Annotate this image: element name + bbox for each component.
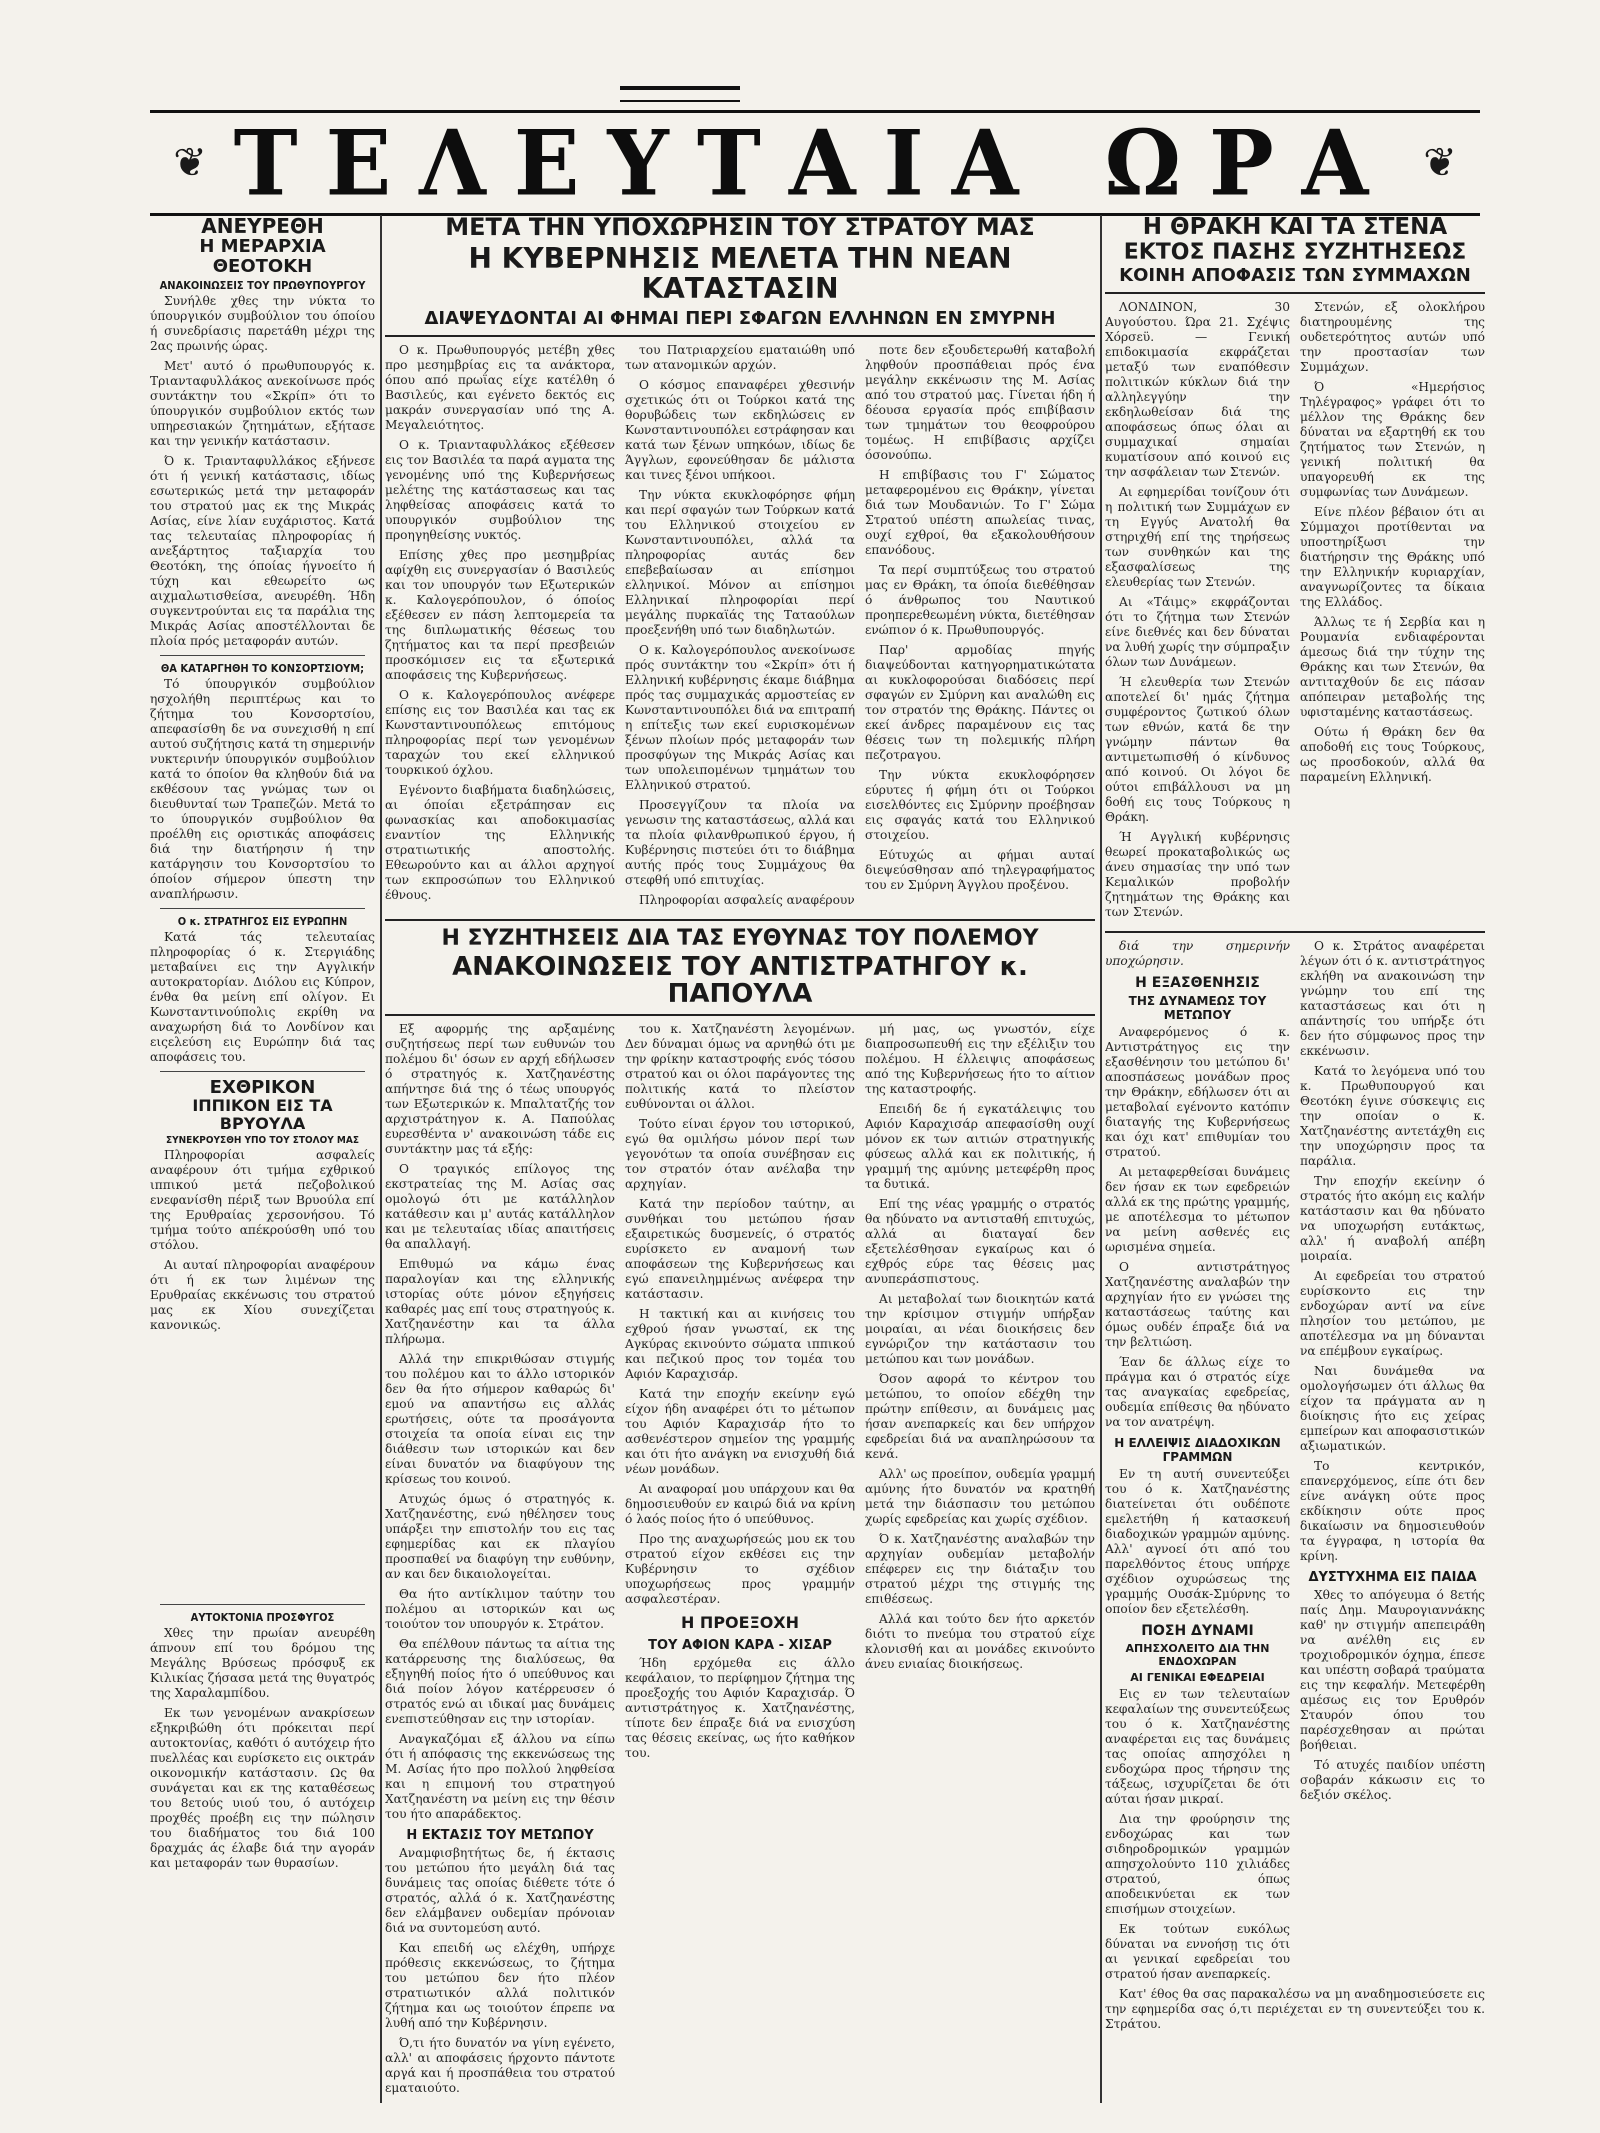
divider: [160, 908, 365, 909]
paragraph: Θα επέλθουν πάντως τα αίτια της κατάρρευσης της διαλύσεως, θα εξηγηθή ποίος ήτο ό υπεύθυνος και διά ποίον λόγον κατέρρευσεν ό στρατός ενώ αι ιδικαί μας δυνάμεις ενεπιστεύθησαν εις την ιστορίαν.: [385, 1637, 615, 1727]
headline: ΜΕΤΑ ΤΗΝ ΥΠΟΧΩΡΗΣΙΝ ΤΟΥ ΣΤΡΑΤΟΥ ΜΑΣ: [445, 215, 1035, 241]
right-ornament-icon: ❦: [1423, 140, 1457, 186]
paragraph: Ο τραγικός επίλογος της εκστρατείας της Μ. Ασίας σας ομολογώ ότι με κατάλληλον κατάθεσιν και μ' αυτάς κατάλληλον και με τελευταίας ιδίας απαιτήσεις θα απαλλαγή.: [385, 1162, 615, 1252]
paragraph: Δια την φρούρησιν της ενδοχώρας και των σιδηροδρομικών γραμμών απησχολούντο 110 χιλιάδες στρατού, όπως αποδεικνύεται εκ των επισήμων στοιχείων.: [1105, 1812, 1290, 1917]
text-column: [625, 343, 855, 913]
paragraph: Ή Αγγλική κυβέρνησις θεωρεί προκαταβολικώς ως άνευ σημασίας την υπό των Κεμαλικών προβολήν ζητημάτων της Θράκης και των Στενών.: [1105, 830, 1290, 920]
paragraph: Την νύκτα εκυκλοφόρησε φήμη και περί σφαγών των Τούρκων κατά του Ελληνικού στοιχείου εν Κωνσταντινουπόλει, αλλά τα πληροφορίας αυτάς δεν επεβεβαίωσαν αι επίσημοι ελληνικοί. Μόνον αι επίσημοι Ελληνικαί πληροφορίαι περί μεγάλης πυρκαϊάς της Ταταούλων προεξενήθη υπό των διαδηλωτών.: [625, 487, 855, 637]
paragraph: Η επιβίβασις του Γ' Σώματος μεταφερομένου εις Θράκην, γίνεται διά των Μουδανιών. Το Γ' Σώμα Στρατού υπέστη απωλείας τινας, ουχί εχθροί, θα εξακολουθήσουν επανόδους.: [865, 467, 1095, 557]
top-ornamental-rule: [620, 86, 740, 102]
headline: Η ΚΥΒΕΡΝΗΣΙΣ ΜΕΛΕΤΑ ΤΗΝ ΝΕΑΝ ΚΑΤΑΣΤΑΣΙΝ: [468, 242, 1012, 305]
subheadline: ΣΥΝΕΚΡΟΥΣΘΗ ΥΠΟ ΤΟΥ ΣΤΟΛΟΥ ΜΑΣ: [165, 1134, 359, 1146]
paragraph: Παρ' αρμοδίας πηγής διαψεύδονται κατηγορηματικώτατα αι κυκλοφορούσαι διαδόσεις περί σφαγών εν Σμύρνη και αναλώθη εις τον στρατόν της Θράκης. Πάντες οι εκεί άνδρες παραμένουν εις τας θέσεις των τη πολεμικής πλήρη πεζοτραγου.: [865, 642, 1095, 762]
article-war-responsibilities: [385, 927, 1095, 2102]
paragraph: Επιθυμώ να κάμω ένας παραλογίαν και της ελληνικής ιστορίας ούτε μόνον εξηγήσεις καθαρές μας επί τους στρατηγούς κ. Χατζηανέστην και τα άλλα πλήρωμα.: [385, 1257, 615, 1347]
paragraph: Τα περί συμπτύξεως του στρατού μας εν Θράκη, τα όποία διεθέθησαν ό άνθρωπος του Ναυτικού προηπερεθεωμένη νύκτα, διετέθησαν ενώπιον ό κ. Πρωθυπουργός.: [865, 562, 1095, 637]
text-column: [865, 1022, 1095, 2101]
paragraph: Αι «Τάιμς» εκφράζονται ότι το ζήτημα των Στενών είνε διεθνές και δεν δύναται να λυθή χωρίς την σύμπραξιν όλων των Δυνάμεων.: [1105, 595, 1290, 670]
paragraph: Εύτυχώς αι φήμαι αυταί διεψεύσθησαν από τηλεγραφήματος του εν Σμύρνη Άγγλου προξένου.: [865, 847, 1095, 892]
paragraph: Αι εφεδρείαι του στρατού ευρίσκοντο εις την ενδοχώραν αντί να είνε πλησίον του μετώπου, με αποτέλεσμα να μη δύνανται να επέμβουν εγκαίρως.: [1300, 1269, 1485, 1359]
headline: Η ΜΕΡΑΡΧΙΑ ΘΕΟΤΟΚΗ: [199, 236, 326, 277]
section-title: ΔΥΣΤΥΧΗΜΑ ΕΙΣ ΠΑΙΔΑ: [1308, 1570, 1477, 1586]
paragraph: Εκ των γενομένων ανακρίσεων εξηκριβώθη ότι πρόκειται περί αυτοκτονίας, καθότι ό αυτόχειρ ήτο πυελλέας και ευρίσκετο εις οικτράν οικονομικήν κατάστασιν. Ως θα συνάγεται και εκ της καταθέσεως του 8ετούς υιού του, ό αυτόχειρ προχθές προέβη εις την πώλησιν του διαδήματος του διά 100 δραχμάς άς έλαβε διά την αγοράν και μεταφοράν των θυρασίων.: [150, 1705, 375, 1870]
paragraph: Εις εν των τελευταίων κεφαλαίων της συνεντεύξεως του ό κ. Χατζηανέστης αναφέρεται εις τας δυνάμεις τας οποίας απησχόλει η ενδοχώρα προς τήρησιν της τάξεως, ισχυρίζεται δε ότι αύται ήσαν μικραί.: [1105, 1687, 1290, 1807]
column-divider: [1100, 215, 1102, 2103]
text-columns: [1105, 300, 1485, 925]
paragraph: Κατά την εποχήν εκείνην εγώ είχον ήδη αναφέρει ότι το μέτωπον του Αφιόν Καραχισάρ ήτο το ασθενέστερον σημείον της γραμμής και ότι ήτο ανάγκη να ενισχυθή διά νέων μονάδων.: [625, 1387, 855, 1477]
subheadline: ΔΙΑΨΕΥΔΟΝΤΑΙ ΑΙ ΦΗΜΑΙ ΠΕΡΙ ΣΦΑΓΩΝ ΕΛΛΗΝΩΝ ΕΝ ΣΜΥΡΝΗ: [424, 307, 1056, 329]
paragraph: Αλλά και τούτο δεν ήτο αρκετόν διότι το πνεύμα του στρατού είχε κλονισθή και αι μονάδες εκινούντο άνευ ενιαίας διοικήσεως.: [865, 1612, 1095, 1672]
paragraph: ΛΟΝΔΙΝΟΝ, 30 Αυγούστου. Ώρα 21. Σχέψις Χόρσεϋ. — Γενική επιδοκιμασία εκφράζεται μεταξύ των εναπόθεσιν πολιτικών κύκλων διά την αλληλεγγύην την εκδηλωθείσαν διά της αποφάσεως όπως όλαι αι συμμαχικαί σημαίαι κυματίσουν από κοινού εις την ασφάλειαν των Στενών.: [1105, 300, 1290, 480]
paragraph: Εκ τούτων ευκόλως δύναται να εννοήσῃ τις ότι αι γενικαί εφεδρείαι του στρατού ήσαν ανεπαρκείς.: [1105, 1922, 1290, 1982]
paragraph: Ο κ. Καλογερόπουλος ανεκοίνωσε πρός συντάκτην του «Σκρίπ» ότι ή Ελληνική κυβέρνησις έκαμε διάβημα πρός τας συμμαχικάς αρμοστείας εν Κωνσταντινουπόλει διά να επιτραπή η επίτεξις των εκεί ευρισκομένων ξένων πλοίων πρός μεταφοράν των προσφύγων της Μικράς Ασίας και των υπολειπομένων τμημάτων του Ελληνικού στρατού.: [625, 642, 855, 792]
paragraph: Τούτο είναι έργον του ιστορικού, εγώ θα ομιλήσω μόνον περί των γεγονότων τα οποία συνέβησαν εις τον στρατόν όταν ανέλαβα την αρχηγίαν.: [625, 1117, 855, 1192]
section-subtitle: ΤΟΥ ΑΦΙΟΝ ΚΑΡΑ - ΧΙΣΑΡ: [648, 1638, 832, 1654]
section-title: Η ΕΚΤΑΣΙΣ ΤΟΥ ΜΕΤΩΠΟΥ: [406, 1828, 594, 1844]
paragraph: Ήδη ερχόμεθα εις άλλο κεφάλαιον, το περίφημον ζήτημα της προεξοχής του Αφιόν Καραχισάρ. Ό αντιστράτηγος κ. Χατζηανέστης, τίποτε δεν έπραξε διά να ενισχύση τας θέσεις εκείνας, ως ήτο καθήκον του.: [625, 1656, 855, 1761]
paragraph: Ο κ. Στράτος αναφέρεται λέγων ότι ό κ. αντιστράτηγος εκλήθη να ανακοινώση την γνώμην του επί της καταστάσεως και ότι η απάντησίς του υπήρξε ότι δεν ήτο σύμφωνος προς την εκκένωσιν.: [1300, 939, 1485, 1059]
paragraph: Την νύκτα εκυκλοφόρησεν εύρυτες ή φήμη ότι οι Τούρκοι εισελθόντες εις Σμύρνην προέβησαν εις σφαγάς κατά του Ελληνικού στοιχείου.: [865, 767, 1095, 842]
headline: Η ΘΡΑΚΗ ΚΑΙ ΤΑ ΣΤΕΝΑ: [1142, 215, 1448, 240]
text-column: [1300, 300, 1485, 925]
section-title: Η ΕΞΑΣΘΕΝΗΣΙΣ: [1135, 975, 1260, 992]
paragraph: Αι μεταβολαί των διοικητών κατά την κρίσιμον στιγμήν υπήρξαν μοιραίαι, αι νέαι διοικήσεις δεν εγνώριζον την κατάστασιν του μετώπου και των μονάδων.: [865, 1292, 1095, 1367]
paragraph: Κατά το λεγόμενα υπό του κ. Πρωθυπουργού και Θεοτόκη έγινε σύσκεψις εις την οποίαν ο κ. Χατζηανέστης αντετάχθη εις την υποχώρησιν προς τα παράλια.: [1300, 1064, 1485, 1169]
blank-space: [150, 1338, 375, 1598]
text-column: [1105, 939, 1290, 1987]
divider: [1105, 292, 1485, 294]
headline: ΑΝΑΚΟΙΝΩΣΕΙΣ ΤΟΥ ΑΝΤΙΣΤΡΑΤΗΓΟΥ κ. ΠΑΠΟΥΛΑ: [452, 951, 1028, 1010]
text-columns: [385, 1022, 1095, 2101]
masthead-title: ΤΕΛΕΥΤΑΙΑ ΩΡΑ: [233, 109, 1397, 217]
article-title: ΘΑ ΚΑΤΑΡΓΗΘΗ ΤΟ ΚΟΝΣΟΡΤΣΙΟΥΜ;: [160, 661, 365, 675]
paragraph: Μετ' αυτό ό πρωθυπουργός κ. Τριανταφυλλάκος ανεκοίνωσε πρός συντάκτην του «Σκρίπ» ότι το ύπουργικόν συμβούλιον εκτός των υπηρεσιακών ζητημάτων, εξήτασε και την γενικήν κατάστασιν.: [150, 358, 375, 448]
paragraph: Και επειδή ως ελέχθη, υπήρχε πρόθεσις εκκενώσεως, το ζήτημα του μετώπου δεν ήτο πλέον στρατιωτικόν αλλά πολιτικόν ζήτημα και ως τοιούτον έπρεπε να λυθή από την Κυβέρνησιν.: [385, 1941, 615, 2031]
paragraph: Ό «Ημερήσιος Τηλέγραφος» γράφει ότι το μέλλον της Θράκης δεν δύναται να εξαρτηθή εκ του ζητήματος των Στενών, η γενική πολιτική θα υπαγορευθή εκ της συμφωνίας των Δυνάμεων.: [1300, 380, 1485, 500]
subheadline: ΚΟΙΝΗ ΑΠΟΦΑΣΙΣ ΤΩΝ ΣΥΜΜΑΧΩΝ: [1119, 265, 1471, 287]
paragraph: Κατά τάς τελευταίας πληροφορίας ό κ. Στεργιάδης μεταβαίνει εις την Αγγλικήν αυτοκρατορίαν. Διόλου εις Κύπρον, ένθα θα μείνη επί ολίγον. Ει Κωνσταντινούπολις εκρίθη να αναχωρήση διά το Λονδίνον και ειςελεύση εις Ευρώπην διά τας αποφάσεις του.: [150, 929, 375, 1064]
paragraph: Ο κ. Καλογερόπουλος ανέφερε επίσης εις τον Βασιλέα και τας εκ Κωνσταντινουπόλεως επιτόμους πληροφορίας περί των γενομένων ταραχών του εκεί ελληνικού τουρκικού όχλου.: [385, 687, 615, 777]
paragraph: Χθες το απόγευμα ό 8ετής παίς Δημ. Μαυρογιαννάκης καθ' ην στιγμήν απεπειράθη να ανέλθη εις εν τροχιοδρομικόν όχημα, έπεσε και υπέστη σοβαρά τραύματα εις την κεφαλήν. Μετεφέρθη αμέσως εις τον Ερυθρόν Σταυρόν όπου του παρέσχεθησαν αι πρώται βοήθειαι.: [1300, 1588, 1485, 1753]
paragraph: Αλλ' ως προείπον, ουδεμία γραμμή αμύνης ήτο δυνατόν να κρατηθή μετά την διάσπασιν του μετώπου χωρίς εφεδρείας και χωρίς σχέδιον.: [865, 1467, 1095, 1527]
article-consortium: [150, 662, 375, 902]
paragraph: Τό ατυχές παιδίον υπέστη σοβαράν κάκωσιν εις το δεξιόν σκέλος.: [1300, 1758, 1485, 1803]
text-column: [625, 1022, 855, 2101]
paragraph: Ό,τι ήτο δυνατόν να γίνη εγένετο, αλλ' αι αποφάσεις ήρχοντο πάντοτε αργά και ή προσπάθεια του στρατού εματαιούτο.: [385, 2036, 615, 2096]
headline: ΕΚΤΟΣ ΠΑΣΗΣ ΣΥΖΗΤΗΣΕΩΣ: [1123, 240, 1467, 266]
article-strategos: [150, 915, 375, 1065]
divider: [385, 335, 1095, 337]
article-title: ΑΥΤΟΚΤΟΝΙΑ ΠΡΟΣΦΥΓΟΣ: [190, 1610, 335, 1624]
article-title: Ο κ. ΣΤΡΑΤΗΓΟΣ ΕΙΣ ΕΥΡΩΠΗΝ: [177, 914, 348, 928]
section-subtitle: ΑΙ ΓΕΝΙΚΑΙ ΕΦΕΔΡΕΙΑΙ: [1130, 1671, 1265, 1685]
paragraph: Αι αυταί πληροφορίαι αναφέρουν ότι ή εκ των λιμένων της Ερυθραίας εκκένωσις του στρατού μας εκ Χίου συνεχίζεται κανονικώς.: [150, 1257, 375, 1332]
headline: ΑΝΕΥΡΕΘΗ: [201, 215, 324, 238]
section-title: Η ΠΡΟΕΞΟΧΗ: [680, 1613, 800, 1633]
paragraph: Αι αναφοραί μου υπάρχουν και θα δημοσιευθούν εν καιρώ διά να κρίνη ό λαός ποίος ήτο ό υπεύθυνος.: [625, 1482, 855, 1527]
paragraph: Εγένοντο διαβήματα διαδηλώσεις, αι όποίαι εξετράπησαν εις φωνασκίας και αποδοκιμασίας εναντίον της Ελληνικής στρατιωτικής αποστολής. Εθεωρούντο και αι άλλοι αρχηγοί των εκπροσώπων του Ελληνικού έθνους.: [385, 782, 615, 902]
paragraph: Ο κ. Τριανταφυλλάκος εξέθεσεν εις τον Βασιλέα τα παρά αγματα της γενομένης υπό της Κυβερνήσεως μελέτης της κατάστασεως και τας ληφθείσας αποφάσεις κατά το υπουργικόν συμβούλιον της προηγηθείσης νυκτός.: [385, 437, 615, 542]
subheadline: ΑΝΑΚΟΙΝΩΣΕΙΣ ΤΟΥ ΠΡΩΘΥΠΟΥΡΓΟΥ: [159, 278, 366, 292]
paragraph: Ούτω ή Θράκη δεν θα αποδοθή εις τους Τούρκους, ως προσδοκούν, αλλά θα παραμείνη Ελληνική.: [1300, 725, 1485, 785]
paragraph: του κ. Χατζηανέστη λεγομένων. Δεν δύναμαι όμως να αρνηθώ ότι με την φρίκην καταστροφής ενός τόσου στρατού και οι όλοι παράγοντες της πολιτικής κατά το πλείστον ευθύνονται οι άλλοι.: [625, 1022, 855, 1112]
article-merarchia: [150, 215, 375, 649]
paragraph: Θα ήτο αντίκλιμον ταύτην του πολέμου αι ιστορικών και ως τοιούτον τον υπουργόν κ. Στράτον.: [385, 1587, 615, 1632]
paragraph: Άλλως τε ή Σερβία και η Ρουμανία ενδιαφέρονται άμεσως διά την τύχην της Θράκης και των Στενών, θα αντιταχθούν δε εις πάσαν απόπειραν μεταβολής της υφισταμένης καταστάσεως.: [1300, 615, 1485, 720]
left-column: [150, 215, 375, 2113]
headline: ΕΧΘΡΙΚΟΝ: [209, 1076, 316, 1098]
paragraph: Στενών, εξ ολοκλήρου διατηρουμένης της ουδετερότητος αυτών υπό την προστασίαν των Συμμάχων.: [1300, 300, 1485, 375]
paragraph: Τό ύπουργικόν συμβούλιον ησχολήθη περιπτέρως και το ζήτημα του Κονσορτσίου, απεφασίσθη δε να συνεχισθή η επί αυτού συζήτησις κατά τη σημερινήν νυκτερινήν ύπουργικόν συμβούλιον κατά το όποίον θα κληθούν διά να εκθέσουν τας γνώμας των οι διευθυνταί των Τραπεζών. Μετά το το ύπουργικόν συμβούλιον θα προέλθη εις οριστικάς αποφάσεις διά την διατήρησιν ή την κατάργησιν του Κονσορτσίου το όποίον σήμερον ύπεστη την αναπλήρωσιν.: [150, 676, 375, 901]
paragraph: Έαν δε άλλως είχε το πράγμα και ό στρατός είχε τας αναγκαίας εφεδρείας, ουδεμία επίθεσις θα ηδύνατο να τον ανατρέψη.: [1105, 1355, 1290, 1430]
text-column: [385, 1022, 615, 2101]
paragraph: Εξ αφορμής της αρξαμένης συζητήσεως περί των ευθυνών του πολέμου δι' όσων εν αρχή εδήλωσεν ό στρατηγός κ. Χατζηανέστης απήντησε διά της ό τέως υπουργός των Εξωτερικών κ. Μπαλτατζής τον αρχιστράτηγον κ. Α. Παπούλας ευρεσθέντα ν' ανακοινώση τάδε εις συντάκτην μας τά εξής:: [385, 1022, 615, 1157]
text-column: [385, 343, 615, 913]
divider: [385, 919, 1095, 921]
paragraph: Αι εφημερίδαι τονίζουν ότι η πολιτική των Συμμάχων εν τη Εγγύς Ανατολή θα στηριχθή επί της τηρήσεως των συνθηκών και της εξασφαλίσεως της ελευθερίας των Στενών.: [1105, 485, 1290, 590]
paragraph: Το κεντρικόν, επανερχόμενος, είπε ότι δεν είνε ανάγκη ούτε προς εκδίκησιν ούτε προς δικαίωσιν να δημοσιευθούν τα έγγραφα, η ιστορία θα κρίνη.: [1300, 1459, 1485, 1564]
headline: ΙΠΠΙΚΟΝ ΕΙΣ ΤΑ ΒΡΥΟΥΛΑ: [192, 1096, 333, 1133]
section-title: Η ΕΛΛΕΙΨΙΣ ΔΙΑΔΟΧΙΚΩΝ ΓΡΑΜΜΩΝ: [1114, 1436, 1281, 1465]
paragraph: Είνε πλέον βέβαιον ότι αι Σύμμαχοι προτίθενται να υποστηρίξωσι την διατήρησιν της Θράκης υπό την Ελληνικήν κυριαρχίαν, αναγνωρίζοντες τα δίκαια της Ελλάδος.: [1300, 505, 1485, 610]
paragraph: Εν τη αυτή συνεντεύξει του ό κ. Χατζηανέστης διατείνεται ότι ουδέποτε εμελετήθη ή κατασκευή διαδοχικών γραμμών αμύνης. Αλλ' αγνοεί ότι από του παρελθόντος έτους υπήρχε σχέδιον οχυρώσεως της γραμμής Ουσάκ-Σμύρνης το οποίον δεν εξετελέσθη.: [1105, 1467, 1290, 1617]
divider: [160, 655, 365, 656]
paragraph: Αι μεταφερθείσαι δυνάμεις δεν ήσαν εκ των εφεδρειών αλλά εκ της πρώτης γραμμής, με αποτέλεσμα το μέτωπον να μείνη ασθενές εις ωρισμένα σημεία.: [1105, 1165, 1290, 1255]
paragraph: Αναγκαζόμαι εξ άλλου να είπω ότι ή απόφασις της εκκενώσεως της Μ. Ασίας ήτο προ πολλού ληφθείσα και η επιμονή του στρατηγού Χατζηανέστη να μείνη εις την θέσιν του ήτο απαράδεκτος.: [385, 1732, 615, 1822]
left-ornament-icon: ❦: [173, 140, 207, 186]
paragraph: Ό κ. Χατζηανέστης αναλαβών την αρχηγίαν ουδεμίαν μεταβολήν επέφερεν εις την διάταξιν του στρατού μέχρι της στιγμής της επιθέσεως.: [865, 1532, 1095, 1607]
paragraph: Ο κόσμος επαναφέρει χθεσινήν σχετικώς ότι οι Τούρκοι κατά της θορυβώδεις των εκδηλώσεις εν Κωνσταντινουπόλει εστράφησαν και κατά των ξένων υπηκόων, ιδίως δε Άγγλων, εφονεύθησαν δε μάλιστα και τινες ξένοι υπήκοοι.: [625, 377, 855, 482]
section-title: ΠΟΣΗ ΔΥΝΑΜΙ: [1141, 1623, 1254, 1640]
column-divider: [380, 215, 382, 2103]
paragraph: Χθες την πρωίαν ανευρέθη άπνουν επί του δρόμου της Μεγάλης Βρύσεως πρόσφυξ εκ Κιλικίας ζήσασα μετά της θυγατρός της Χαραλαμπίδου.: [150, 1625, 375, 1700]
paragraph: μή μας, ως γνωστόν, είχε διαπροσωπευθή εις την εξέλιξιν του πολέμου. Η έλλειψις αποφάσεως από της Κυβερνήσεως ήτο το αίτιον της καταστροφής.: [865, 1022, 1095, 1097]
paragraph: διά την σημερινήν υποχώρησιν.: [1105, 939, 1290, 969]
text-column: [865, 343, 1095, 913]
text-column: [1105, 300, 1290, 925]
paragraph: Κατ' έθος θα σας παρακαλέσω να μη αναδημοσιεύσετε εις την εφημερίδα σας ό,τι περιέχεται εν τη συνεντεύξει του κ. Στράτου.: [1105, 1987, 1485, 2032]
paragraph: Προ της αναχωρήσεώς μου εκ του στρατού είχον εκθέσει εις την Κυβέρνησιν το σχέδιον υποχωρήσεως προς γραμμήν ασφαλεστέραν.: [625, 1532, 855, 1607]
text-columns: [385, 343, 1095, 913]
headline: Η ΣΥΖΗΤΗΣΕΙΣ ΔΙΑ ΤΑΣ ΕΥΘΥΝΑΣ ΤΟΥ ΠΟΛΕΜΟΥ: [441, 925, 1039, 951]
article-cavalry: [150, 1078, 375, 1333]
right-column: [1105, 215, 1485, 2113]
paragraph: Όσον αφορά το κέντρον του μετώπου, το οποίον εδέχθη την πρώτην επίθεσιν, αι δυνάμεις μας ήσαν ανεπαρκείς και δεν υπήρχον εφεδρείαι διά να αναπληρώσουν τα κενά.: [865, 1372, 1095, 1462]
paragraph: Πληροφορίαι ασφαλείς αναφέρουν ότι τμήμα εχθρικού ιππικού μετά πεζοβολικού ενεφανίσθη πέριξ των Βρυούλα επί της Ερυθραίας χερσονήσου. Τό τμήμα τούτο απέκρούσθη υπό του στόλου.: [150, 1147, 375, 1252]
paragraph: Αλλά την επικριθώσαν στιγμής του πολέμου και το άλλο ιστορικόν δεν θα ήτο σήμερον καθαρώς δι' εμού να απαντήσω εις αλλάς ερωτήσεις, ούτε τα προσάγοντα στοιχεία τα οποία είναι εις την διάθεσιν των ιστορικών και δεν είναι δυνατόν να διαφύγουν της κρίσεως του κοινού.: [385, 1352, 615, 1487]
divider: [1105, 931, 1485, 933]
paragraph: του Πατριαρχείου εματαιώθη υπό των ατανομικών αρχών.: [625, 342, 855, 372]
center-column: [385, 215, 1095, 2113]
paragraph: Ό κ. Τριανταφυλλάκος εξήνεσε ότι ή γενική κατάστασις, ιδίως εσωτερικώς μετά την μεταφοράν του στρατού μας εκ της Μικράς Ασίας, είνε λίαν ευχάριστος. Κατά τας τελευταίας πληροφορίας ή ανεξάρτητος ταξιαρχία του Θεοτόκη, της όποίας ήγνοείτο ή τύχη και εθεωρείτο ως αιχμαλωτισθείσα, ανευρέθη. Ήδη συγκεντρούνται εις τα παράλια της Μικράς Ασίας αποστέλλονται δε πλοία πρός μεταφοράν αυτών.: [150, 453, 375, 648]
divider: [160, 1071, 365, 1072]
paragraph: ποτε δεν εξουδετερωθή καταβολή ληφθούν προσπάθειαι πρός ένα μεγάλην εκκένωσιν της Μ. Ασίας από του στρατού μας. Γίνεται ήδη ή δέουσα εργασία πρός επιβίβασιν των τμημάτων του θεοφρούρου τομέως. Η επιβίβασις αρχίζει όσονούπω.: [865, 342, 1095, 462]
text-columns: [1105, 939, 1485, 1987]
paragraph: Αναφερόμενος ό κ. Αντιστράτηγος εις την εξασθένησιν του μετώπου δι' αποσπάσεως μονάδων προς την Θράκην, εδήλωσεν ότι αι μεταβολαί εγένοντο κατόπιν διαταγής της Κυβερνήσεως και όχι κατ' επιθυμίαν του στρατού.: [1105, 1025, 1290, 1160]
section-subtitle: ΑΠΗΣΧΟΛΕΙΤΟ ΔΙΑ ΤΗΝ ΕΝΔΟΧΩΡΑΝ: [1125, 1642, 1270, 1669]
paragraph: Ατυχώς όμως ό στρατηγός κ. Χατζηανέστης, ενώ ηθέλησεν τους υπάρξει την επιστολήν του εις τας εφημερίδας και εκ πλαγίου προσπαθεί να διαφύγη την ευθύνην, αν και δεν δικαιολογείται.: [385, 1492, 615, 1582]
paragraph: Ή ελευθερία των Στενών αποτελεί δι' ημάς ζήτημα συμφέροντος ζωτικού όλων των εθνών, κατά δε την γνώμην πάντων θα αντιμετωπισθή ό κίνδυνος από κοινού. Οι λόγοι δε ούτοι επιβάλλουσι να μη δοθή εις τους Τούρκους η Θράκη.: [1105, 675, 1290, 825]
paragraph: Ναι δυνάμεθα να ομολογήσωμεν ότι άλλως θα είχον τα πράγματα αν η διοίκησις ήτο εις χείρας εμπείρων και αποφασιστικών αξιωματικών.: [1300, 1364, 1485, 1454]
paragraph: Επειδή δε ή εγκατάλειψις του Αφιόν Καραχισάρ απεφασίσθη ουχί μόνον εκ των αιτιών στρατηγικής φύσεως αλλά και εκ πολιτικής, ή γραμμή της αμύνης μετεφέρθη προς τα δυτικά.: [865, 1102, 1095, 1192]
paragraph: Η τακτική και αι κινήσεις του εχθρού ήσαν γνωσταί, εκ της Αγκύρας εκινούντο σώματα ιππικού και πεζικού προς τον τομέα του Αφιόν Καραχισάρ.: [625, 1307, 855, 1382]
paragraph: Κατά την περίοδον ταύτην, αι συνθήκαι του μετώπου ήσαν εξαιρετικώς δυσμενείς, ό στρατός ευρίσκετο εν αναμονή των αποφάσεων της Κυβερνήσεως και εγώ επανειλημμένως ανέφερα την κατάστασιν.: [625, 1197, 855, 1302]
paragraph: Επί της νέας γραμμής ο στρατός θα ηδύνατο να αντισταθή επιτυχώς, αλλά αι διαταγαί δεν εξετελέσθησαν εγκαίρως και ό εχθρός εύρε τας θέσεις μας ανυπεράσπιστους.: [865, 1197, 1095, 1287]
paragraph: Προσεγγίζουν τα πλοία να γενωσιν της καταστάσεως, αλλά και τα πλοία φιλανθρωπικού έργου, ή Κυβέρνησις πιστεύει ότι το διάβημα αυτής πρός τους Συμμάχους θα στεφθή υπό επιτυχίας.: [625, 797, 855, 887]
divider: [160, 1604, 365, 1605]
paragraph: Ο κ. Πρωθυπουργός μετέβη χθες προ μεσημβρίας εις τα ανάκτορα, όπου από πρωΐας είχε κατέλθη ό Βασιλεύς, και εγένετο δεκτός εις μακράν συνεργασίαν υπό της Α. Μεγαλειότητος.: [385, 342, 615, 432]
paragraph: Πληροφορίαι ασφαλείς αναφέρουν: [639, 892, 855, 907]
divider: [385, 1014, 1095, 1016]
article-thrace-straits: [1105, 215, 1485, 925]
paragraph: Αναμφισβητήτως δε, ή έκτασις του μετώπου ήτο μεγάλη διά τας δυνάμεις τας οποίας διέθετε τότε ό στρατός, αλλά ό κ. Χατζηανέστης δεν ελάμβανεν ουδεμίαν πρόνοιαν διά να συντομεύση αυτό.: [385, 1846, 615, 1936]
text-column: [1300, 939, 1485, 1987]
paragraph: Ο αντιστράτηγος Χατζηανέστης αναλαβών την αρχηγίαν ήτο εν γνώσει της καταστάσεως ταύτης και όμως ουδέν έπραξε διά να την βελτιώση.: [1105, 1260, 1290, 1350]
paragraph: Συνήλθε χθες την νύκτα το ύπουργικόν συμβούλιον του όποίου ή συνεδρίασις παρετάθη μέχρι της 2ας πρωινής ώρας.: [150, 293, 375, 353]
paragraph: Επίσης χθες προ μεσημβρίας αφίχθη εις συνεργασίαν ό Βασιλεύς και τον υπουργόν των Εξωτερικών κ. Καλογερόπουλον, ό όποίος εξέθεσεν εν πάση λεπτομερεία τα της διπλωματικής θέσεως του ζητήματος και τα περί πρεσβειών προσκόμισεν εις τα εξωτερικά αποφάσεις της Κυβερνήσεως.: [385, 547, 615, 682]
masthead: [150, 110, 1480, 216]
section-subtitle: ΤΗΣ ΔΥΝΑΜΕΩΣ ΤΟΥ ΜΕΤΩΠΟΥ: [1128, 994, 1267, 1023]
article-suicide: [150, 1611, 375, 1871]
paragraph: Την εποχήν εκείνην ό στρατός ήτο ακόμη εις καλήν κατάστασιν και θα ηδύνατο να υποχωρήση ευτάκτως, αλλ' ή αναβολή απέβη μοιραία.: [1300, 1174, 1485, 1264]
article-government-study: [385, 215, 1095, 913]
